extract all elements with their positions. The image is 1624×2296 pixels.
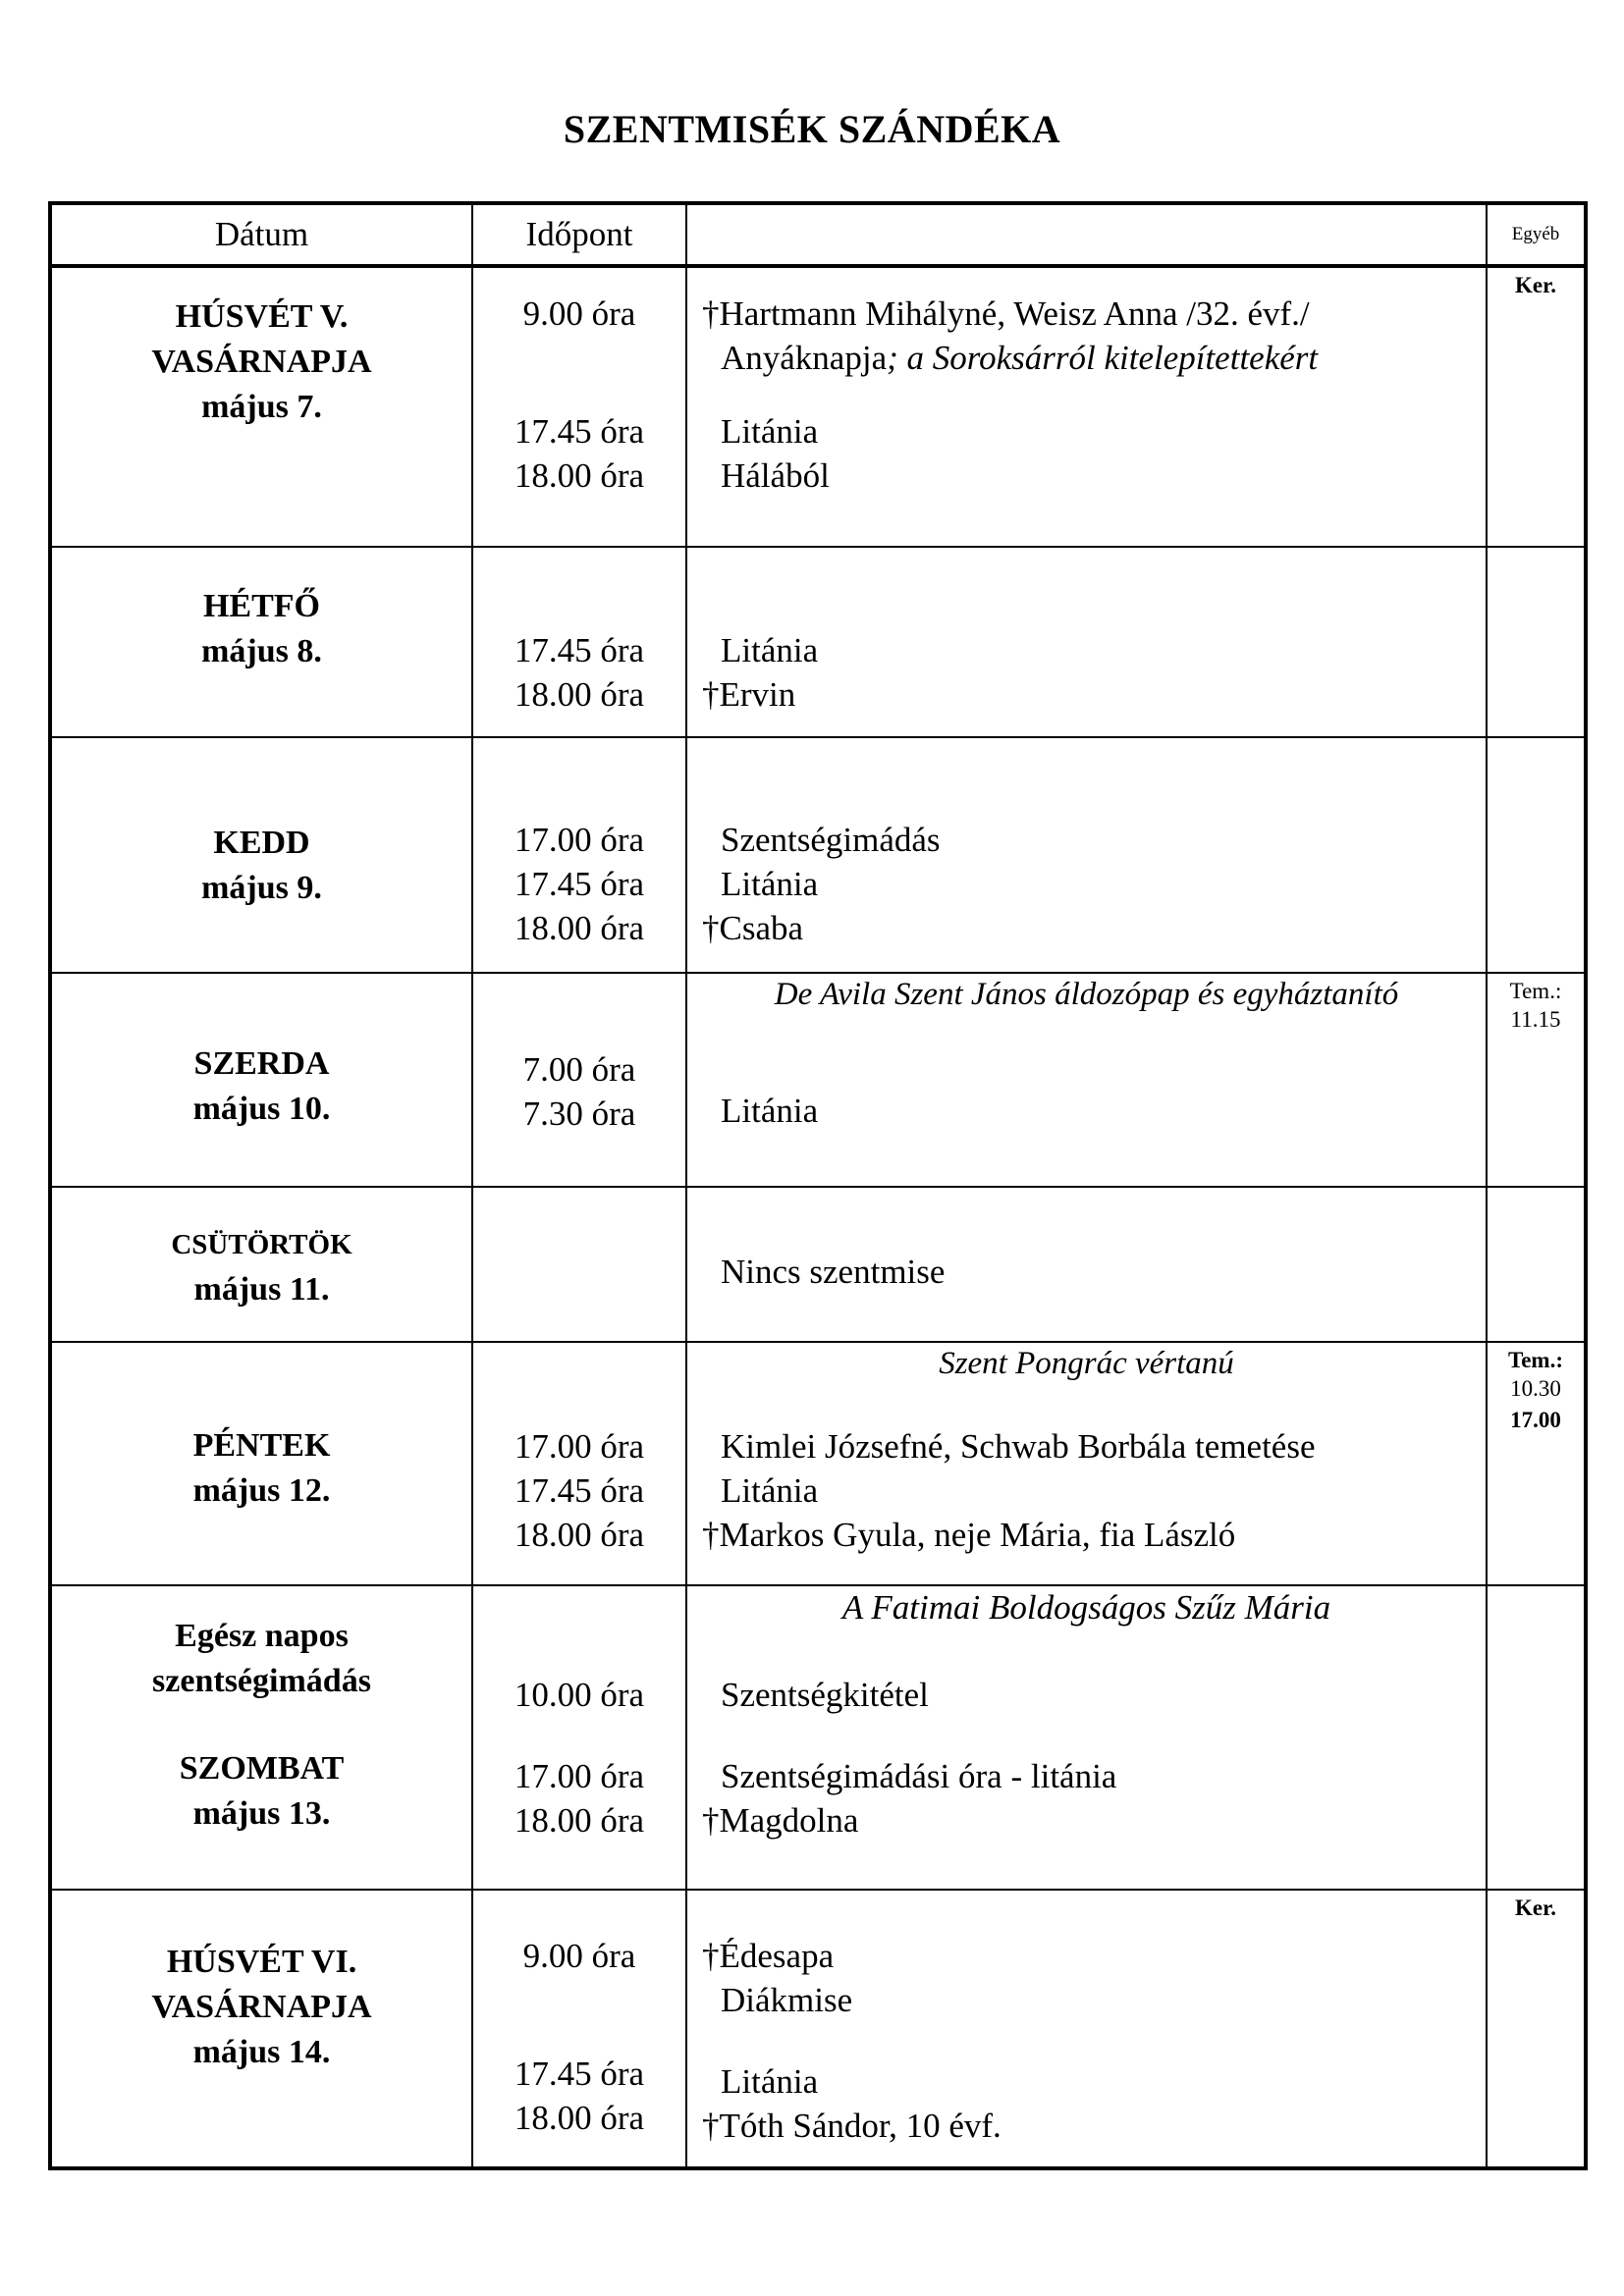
day-name: KEDD bbox=[213, 825, 310, 861]
entry-cell bbox=[686, 973, 1487, 1187]
header-date: Dátum bbox=[50, 203, 472, 266]
table-row bbox=[50, 1342, 1586, 1585]
entry-cell bbox=[686, 266, 1487, 547]
other-note: Ker. bbox=[1515, 1896, 1556, 1920]
time-value: 10.00 óra bbox=[514, 1676, 645, 1714]
other-cell bbox=[1487, 973, 1586, 1187]
other-note: 10.30 bbox=[1510, 1376, 1561, 1401]
date-cell bbox=[50, 1585, 472, 1890]
date-cell bbox=[50, 973, 472, 1187]
time-cell bbox=[472, 1890, 686, 2168]
day-name: HÚSVÉT VI. bbox=[166, 1944, 357, 1980]
date-cell bbox=[50, 737, 472, 973]
day-date: május 8. bbox=[201, 633, 322, 669]
date-cell bbox=[50, 1890, 472, 2168]
day-name: VASÁRNAPJA bbox=[151, 1989, 372, 2025]
time-cell bbox=[472, 1342, 686, 1585]
intention-text: †Édesapa bbox=[702, 1937, 835, 1975]
date-cell bbox=[50, 266, 472, 547]
other-cell bbox=[1487, 1187, 1586, 1342]
intention-text: Diákmise bbox=[721, 1981, 853, 2019]
intention-text: Litánia bbox=[721, 1471, 819, 1510]
day-date: május 13. bbox=[192, 1795, 331, 1832]
date-cell bbox=[50, 547, 472, 737]
time-value: 9.00 óra bbox=[522, 1937, 636, 1975]
intention-text: Szentségimádás bbox=[721, 821, 941, 859]
time-value: 17.45 óra bbox=[514, 631, 645, 669]
other-cell bbox=[1487, 547, 1586, 737]
other-cell bbox=[1487, 266, 1586, 547]
header-entry bbox=[686, 203, 1487, 266]
table-row bbox=[50, 547, 1586, 737]
other-note: 17.00 bbox=[1510, 1408, 1561, 1432]
intention-text: Nincs szentmise bbox=[721, 1253, 946, 1291]
time-value: 18.00 óra bbox=[514, 675, 645, 714]
intention-text: Litánia bbox=[721, 631, 819, 669]
intention-text: ; a Soroksárról kitelepítettekért bbox=[887, 339, 1319, 377]
time-cell bbox=[472, 266, 686, 547]
intention-text: †Csaba bbox=[702, 909, 804, 947]
day-name: HÉTFŐ bbox=[202, 588, 321, 624]
day-note: Egész napos bbox=[175, 1618, 349, 1654]
time-cell bbox=[472, 737, 686, 973]
feast-day: De Avila Szent János áldozópap és egyháztanító bbox=[774, 977, 1399, 1012]
other-cell bbox=[1487, 737, 1586, 973]
day-name: CSÜTÖRTÖK bbox=[171, 1229, 352, 1260]
intention-text: †Magdolna bbox=[702, 1801, 859, 1840]
day-date: május 11. bbox=[193, 1271, 330, 1308]
time-value: 17.45 óra bbox=[514, 2055, 645, 2093]
time-value: 7.00 óra bbox=[522, 1050, 636, 1089]
table-row bbox=[50, 1187, 1586, 1342]
other-note: Ker. bbox=[1515, 273, 1556, 297]
day-date: május 9. bbox=[201, 870, 322, 906]
intention-text: †Hartmann Mihályné, Weisz Anna /32. évf./ bbox=[702, 294, 1310, 333]
table-row bbox=[50, 1890, 1586, 2168]
intention-text: Szentségkitétel bbox=[721, 1676, 929, 1714]
day-name: HÚSVÉT V. bbox=[175, 298, 349, 335]
time-value: 17.00 óra bbox=[514, 1757, 645, 1795]
day-name: PÉNTEK bbox=[192, 1427, 331, 1464]
table-row bbox=[50, 266, 1586, 547]
intention-text: Litánia bbox=[721, 2062, 819, 2101]
table-row bbox=[50, 737, 1586, 973]
day-date: május 14. bbox=[192, 2034, 331, 2070]
time-value: 18.00 óra bbox=[514, 456, 645, 495]
intention-text: Szentségimádási óra - litánia bbox=[721, 1757, 1117, 1795]
time-cell bbox=[472, 1187, 686, 1342]
day-name: VASÁRNAPJA bbox=[151, 344, 372, 380]
intention-text: Litánia bbox=[721, 865, 819, 903]
time-cell bbox=[472, 1585, 686, 1890]
time-value: 18.00 óra bbox=[514, 1801, 645, 1840]
time-value: 18.00 óra bbox=[514, 909, 645, 947]
feast-day: Szent Pongrác vértanú bbox=[939, 1346, 1234, 1381]
day-name: SZOMBAT bbox=[179, 1750, 345, 1787]
time-value: 18.00 óra bbox=[514, 1516, 645, 1554]
intention-text: Anyáknapja bbox=[721, 339, 888, 377]
table-row bbox=[50, 1585, 1586, 1890]
header-row bbox=[50, 203, 1586, 266]
other-note: 11.15 bbox=[1510, 1007, 1561, 1032]
time-value: 9.00 óra bbox=[522, 294, 636, 333]
header-time: Időpont bbox=[472, 203, 686, 266]
other-note: Tem.: bbox=[1509, 979, 1562, 1003]
date-cell bbox=[50, 1342, 472, 1585]
day-date: május 7. bbox=[201, 389, 322, 425]
intention-text: †Markos Gyula, neje Mária, fia László bbox=[702, 1516, 1236, 1554]
mass-schedule-table bbox=[48, 201, 1588, 2170]
feast-day: A Fatimai Boldogságos Szűz Mária bbox=[841, 1588, 1331, 1627]
day-note: szentségimádás bbox=[152, 1663, 371, 1699]
entry-cell bbox=[686, 1187, 1487, 1342]
time-value: 17.00 óra bbox=[514, 1427, 645, 1466]
intention-text: †Tóth Sándor, 10 évf. bbox=[702, 2107, 1001, 2145]
day-name: SZERDA bbox=[193, 1045, 330, 1082]
other-note: Tem.: bbox=[1507, 1348, 1563, 1372]
date-cell bbox=[50, 1187, 472, 1342]
time-value: 7.30 óra bbox=[522, 1095, 636, 1133]
entry-cell bbox=[686, 1342, 1487, 1585]
time-value: 18.00 óra bbox=[514, 2099, 645, 2137]
intention-text: Kimlei Józsefné, Schwab Borbála temetése bbox=[721, 1427, 1316, 1466]
entry-cell bbox=[686, 547, 1487, 737]
other-cell bbox=[1487, 1585, 1586, 1890]
entry-cell bbox=[686, 1585, 1487, 1890]
time-value: 17.00 óra bbox=[514, 821, 645, 859]
time-value: 17.45 óra bbox=[514, 1471, 645, 1510]
other-cell bbox=[1487, 1890, 1586, 2168]
entry-cell bbox=[686, 737, 1487, 973]
other-cell bbox=[1487, 1342, 1586, 1585]
time-cell bbox=[472, 973, 686, 1187]
time-value: 17.45 óra bbox=[514, 865, 645, 903]
header-other: Egyéb bbox=[1487, 203, 1586, 266]
time-value: 17.45 óra bbox=[514, 412, 645, 451]
time-cell bbox=[472, 547, 686, 737]
intention-text: †Ervin bbox=[702, 675, 796, 714]
table-row bbox=[50, 973, 1586, 1187]
intention-text: Hálából bbox=[721, 456, 830, 495]
entry-cell bbox=[686, 1890, 1487, 2168]
page-title: SZENTMISÉK SZÁNDÉKA bbox=[563, 107, 1061, 151]
intention-text: Litánia bbox=[721, 412, 819, 451]
day-date: május 10. bbox=[192, 1091, 331, 1127]
day-date: május 12. bbox=[192, 1472, 331, 1509]
intention-text: Litánia bbox=[721, 1092, 819, 1130]
